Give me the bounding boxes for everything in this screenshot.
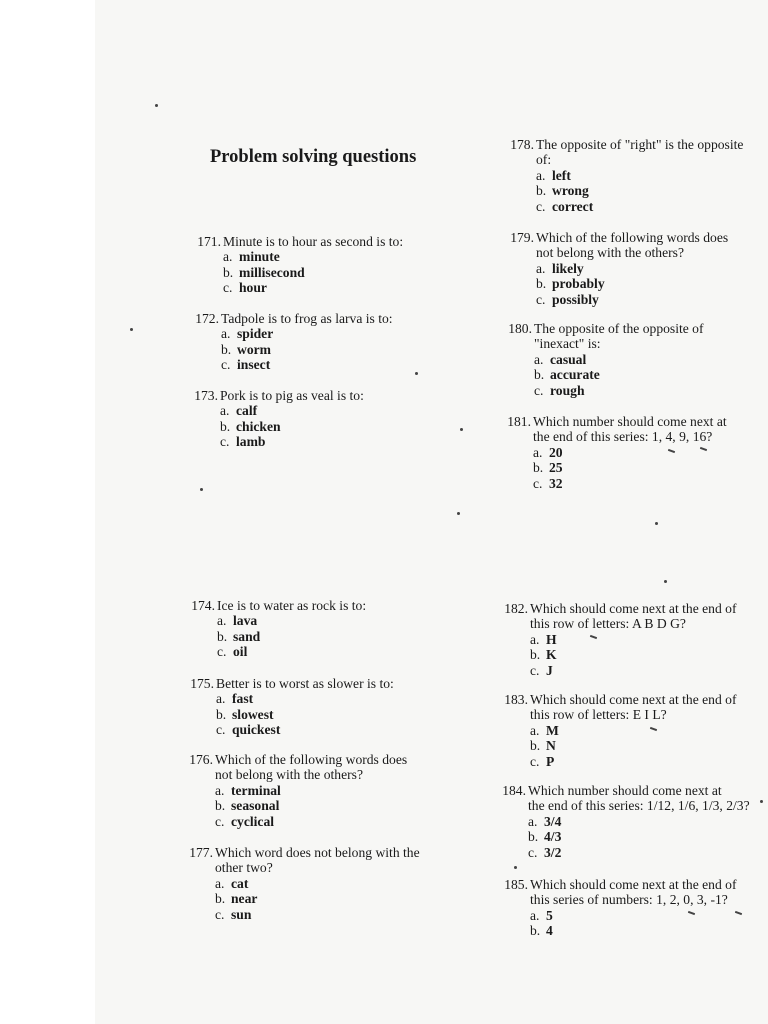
option-answer: 4/3 bbox=[544, 829, 562, 845]
answer-option bbox=[533, 460, 727, 475]
question bbox=[189, 752, 408, 829]
question-text: 185. Which should come next at the end of bbox=[530, 877, 737, 892]
option-letter: b. bbox=[534, 367, 545, 383]
question bbox=[195, 311, 393, 373]
question-number: 172. bbox=[195, 311, 219, 326]
option-letter: b. bbox=[530, 923, 541, 939]
answer-option bbox=[217, 629, 366, 644]
option-answer: 25 bbox=[549, 460, 563, 476]
question-number: 180. bbox=[508, 321, 532, 336]
option-letter: a. bbox=[530, 722, 540, 738]
answer-option bbox=[217, 644, 366, 659]
question bbox=[504, 601, 737, 678]
option-letter: c. bbox=[216, 722, 226, 738]
answer-option bbox=[534, 352, 704, 367]
option-letter: c. bbox=[215, 813, 225, 829]
option-letter: a. bbox=[216, 691, 226, 707]
option-answer: slowest bbox=[232, 706, 274, 722]
option-answer: chicken bbox=[236, 418, 281, 434]
option-answer: 4 bbox=[546, 923, 553, 939]
question-text: this series of numbers: 1, 2, 0, 3, -1? bbox=[530, 892, 728, 908]
question-text: "inexact" is: bbox=[534, 336, 601, 352]
answer-option bbox=[223, 280, 403, 295]
answer-option bbox=[215, 876, 420, 891]
answer-option bbox=[530, 723, 737, 738]
question-text: 177. Which word does not belong with the bbox=[215, 845, 420, 860]
option-letter: b. bbox=[217, 628, 228, 644]
option-answer: rough bbox=[550, 382, 585, 398]
option-answer: worm bbox=[237, 341, 271, 357]
answer-option bbox=[536, 199, 743, 214]
question-text: 171. Minute is to hour as second is to: bbox=[223, 234, 403, 249]
option-answer: cyclical bbox=[231, 813, 275, 829]
answer-option bbox=[530, 647, 737, 662]
option-letter: c. bbox=[530, 753, 540, 769]
question-number: 177. bbox=[189, 845, 213, 860]
answer-option bbox=[534, 367, 704, 382]
answer-option bbox=[528, 829, 750, 844]
option-letter: c. bbox=[534, 382, 544, 398]
option-letter: a. bbox=[528, 813, 538, 829]
scan-speck bbox=[514, 866, 517, 869]
option-letter: b. bbox=[216, 706, 227, 722]
answer-option bbox=[221, 326, 393, 341]
answer-option bbox=[533, 445, 727, 460]
option-letter: a. bbox=[220, 403, 230, 419]
question bbox=[504, 877, 737, 939]
option-letter: b. bbox=[536, 276, 547, 292]
answer-option bbox=[223, 249, 403, 264]
question-text: 173. Pork is to pig as veal is to: bbox=[220, 388, 364, 403]
question bbox=[507, 414, 727, 491]
question-text: 178. The opposite of "right" is the opposite bbox=[536, 137, 743, 152]
option-answer: wrong bbox=[552, 183, 589, 199]
answer-option bbox=[223, 265, 403, 280]
answer-option bbox=[536, 183, 743, 198]
option-letter: c. bbox=[536, 291, 546, 307]
question-text: the end of this series: 1/12, 1/6, 1/3, 2/3? bbox=[528, 798, 750, 814]
question bbox=[510, 230, 729, 307]
answer-option bbox=[220, 434, 364, 449]
option-answer: M bbox=[546, 722, 559, 738]
option-letter: b. bbox=[530, 738, 541, 754]
option-answer: 3/4 bbox=[544, 813, 562, 829]
question-text: 179. Which of the following words does bbox=[536, 230, 728, 245]
page-title: Problem solving questions bbox=[210, 147, 417, 167]
scan-speck bbox=[200, 488, 203, 491]
option-answer: P bbox=[546, 753, 555, 769]
option-answer: probably bbox=[552, 276, 605, 292]
option-answer: 20 bbox=[549, 444, 563, 460]
question-text: this row of letters: E I L? bbox=[530, 707, 667, 723]
scan-speck bbox=[130, 328, 133, 331]
option-letter: c. bbox=[215, 906, 225, 922]
scan-speck bbox=[460, 428, 463, 431]
answer-option bbox=[536, 292, 728, 307]
option-letter: c. bbox=[536, 198, 546, 214]
answer-option bbox=[536, 168, 743, 183]
option-letter: c. bbox=[220, 434, 230, 450]
option-answer: left bbox=[552, 167, 571, 183]
option-answer: insect bbox=[237, 357, 271, 373]
question-number: 171. bbox=[197, 234, 221, 249]
option-answer: fast bbox=[232, 691, 254, 707]
option-letter: b. bbox=[221, 341, 232, 357]
question-text: 183. Which should come next at the end of bbox=[530, 692, 737, 707]
question-text: 184. Which number should come next at bbox=[528, 783, 750, 798]
answer-option bbox=[530, 663, 737, 678]
question bbox=[502, 783, 750, 860]
option-letter: a. bbox=[215, 875, 225, 891]
answer-option bbox=[217, 613, 366, 628]
answer-option bbox=[536, 276, 728, 291]
option-answer: oil bbox=[233, 644, 248, 660]
option-letter: a. bbox=[536, 260, 546, 276]
option-letter: a. bbox=[533, 444, 543, 460]
scan-speck bbox=[457, 512, 460, 515]
option-letter: a. bbox=[221, 326, 231, 342]
answer-option bbox=[536, 261, 728, 276]
question bbox=[510, 137, 744, 214]
option-letter: c. bbox=[528, 844, 538, 860]
question-text: 181. Which number should come next at bbox=[533, 414, 727, 429]
question-number: 183. bbox=[504, 692, 528, 707]
question-number: 173. bbox=[194, 388, 218, 403]
question-number: 179. bbox=[510, 230, 534, 245]
option-letter: c. bbox=[217, 644, 227, 660]
option-answer: calf bbox=[236, 403, 258, 419]
option-answer: accurate bbox=[550, 367, 600, 383]
answer-option bbox=[530, 754, 737, 769]
option-answer: N bbox=[546, 738, 556, 754]
question-text: 174. Ice is to water as rock is to: bbox=[217, 598, 366, 613]
answer-option bbox=[216, 707, 394, 722]
option-answer: J bbox=[546, 662, 553, 678]
question-text: 180. The opposite of the opposite of bbox=[534, 321, 704, 336]
scan-speck bbox=[655, 522, 658, 525]
option-answer: H bbox=[546, 631, 557, 647]
question bbox=[190, 676, 394, 738]
option-answer: K bbox=[546, 647, 557, 663]
option-answer: terminal bbox=[231, 782, 281, 798]
option-answer: quickest bbox=[232, 722, 281, 738]
option-letter: c. bbox=[530, 662, 540, 678]
option-answer: sun bbox=[231, 906, 252, 922]
option-answer: lava bbox=[233, 613, 258, 629]
question-number: 174. bbox=[191, 598, 215, 613]
option-letter: c. bbox=[221, 357, 231, 373]
option-letter: a. bbox=[536, 167, 546, 183]
question-text: 182. Which should come next at the end of bbox=[530, 601, 737, 616]
question-text: 175. Better is to worst as slower is to: bbox=[216, 676, 394, 691]
option-answer: possibly bbox=[552, 291, 599, 307]
option-answer: millisecond bbox=[239, 264, 305, 280]
question-number: 185. bbox=[504, 877, 528, 892]
option-letter: a. bbox=[223, 249, 233, 265]
question bbox=[197, 234, 404, 296]
answer-option bbox=[215, 907, 420, 922]
answer-option bbox=[530, 632, 737, 647]
question-text: this row of letters: A B D G? bbox=[530, 616, 686, 632]
option-letter: a. bbox=[215, 782, 225, 798]
option-letter: a. bbox=[534, 351, 544, 367]
option-answer: spider bbox=[237, 326, 274, 342]
option-letter: a. bbox=[217, 613, 227, 629]
option-letter: b. bbox=[530, 647, 541, 663]
question-number: 181. bbox=[507, 414, 531, 429]
question-text: of: bbox=[536, 152, 552, 168]
answer-option bbox=[530, 738, 737, 753]
answer-option bbox=[530, 908, 737, 923]
scan-speck bbox=[155, 104, 158, 107]
option-answer: likely bbox=[552, 260, 584, 276]
question-text: the end of this series: 1, 4, 9, 16? bbox=[533, 429, 713, 445]
question-number: 175. bbox=[190, 676, 214, 691]
option-letter: a. bbox=[530, 631, 540, 647]
option-answer: sand bbox=[233, 628, 261, 644]
answer-option bbox=[215, 891, 420, 906]
option-letter: b. bbox=[223, 264, 234, 280]
option-answer: minute bbox=[239, 249, 280, 265]
answer-option bbox=[215, 798, 407, 813]
question bbox=[189, 845, 420, 922]
option-answer: seasonal bbox=[231, 798, 280, 814]
option-answer: hour bbox=[239, 280, 267, 296]
answer-option bbox=[528, 845, 750, 860]
answer-option bbox=[221, 357, 393, 372]
option-answer: casual bbox=[550, 351, 587, 367]
question bbox=[194, 388, 364, 450]
question-number: 182. bbox=[504, 601, 528, 616]
option-letter: b. bbox=[536, 183, 547, 199]
answer-option bbox=[215, 814, 407, 829]
question-text: 176. Which of the following words does bbox=[215, 752, 407, 767]
option-letter: b. bbox=[528, 829, 539, 845]
answer-option bbox=[220, 419, 364, 434]
answer-option bbox=[215, 783, 407, 798]
option-letter: a. bbox=[530, 907, 540, 923]
question-number: 178. bbox=[510, 137, 534, 152]
option-letter: b. bbox=[533, 460, 544, 476]
question-text: not belong with the others? bbox=[536, 245, 684, 261]
option-letter: c. bbox=[533, 475, 543, 491]
answer-option bbox=[221, 342, 393, 357]
question-number: 184. bbox=[502, 783, 526, 798]
option-letter: b. bbox=[215, 798, 226, 814]
answer-option bbox=[220, 403, 364, 418]
answer-option bbox=[534, 383, 704, 398]
option-answer: lamb bbox=[236, 434, 266, 450]
scan-speck bbox=[664, 580, 667, 583]
answer-option bbox=[216, 691, 394, 706]
option-answer: near bbox=[231, 891, 258, 907]
question-text: 172. Tadpole is to frog as larva is to: bbox=[221, 311, 393, 326]
option-letter: b. bbox=[215, 891, 226, 907]
option-letter: c. bbox=[223, 280, 233, 296]
option-letter: b. bbox=[220, 418, 231, 434]
option-answer: cat bbox=[231, 875, 249, 891]
option-answer: 5 bbox=[546, 907, 553, 923]
answer-option bbox=[528, 814, 750, 829]
scan-speck bbox=[415, 372, 418, 375]
answer-option bbox=[216, 722, 394, 737]
scan-speck bbox=[760, 800, 763, 803]
question-number: 176. bbox=[189, 752, 213, 767]
question bbox=[508, 321, 704, 398]
question-text: other two? bbox=[215, 860, 273, 876]
option-answer: 3/2 bbox=[544, 844, 562, 860]
question bbox=[191, 598, 367, 660]
question bbox=[504, 692, 737, 769]
answer-option bbox=[533, 476, 727, 491]
answer-option bbox=[530, 923, 737, 938]
question-text: not belong with the others? bbox=[215, 767, 363, 783]
option-answer: correct bbox=[552, 198, 594, 214]
option-answer: 32 bbox=[549, 475, 563, 491]
